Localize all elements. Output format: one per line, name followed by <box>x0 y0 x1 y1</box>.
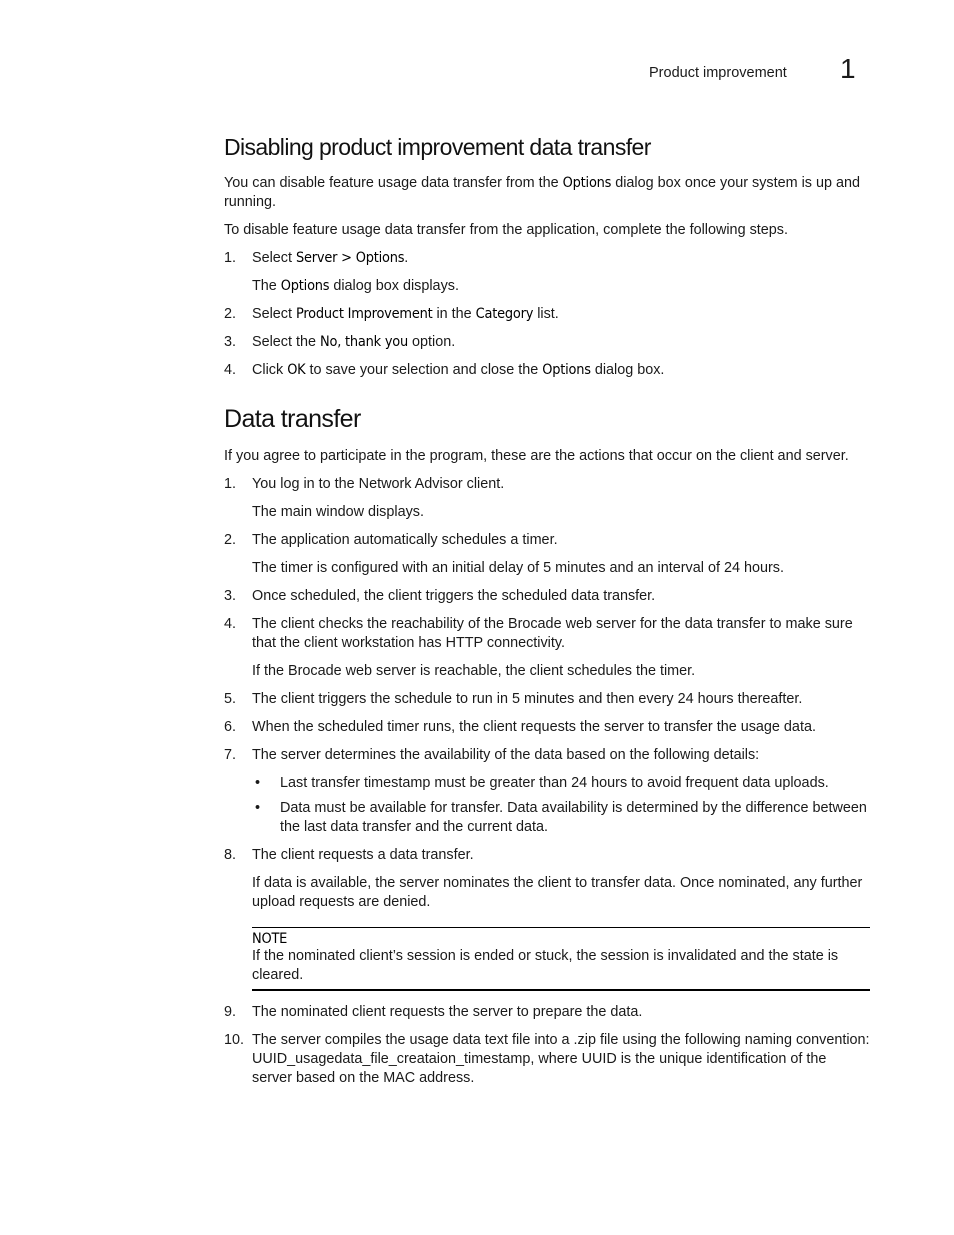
step-text: Click OK to save your selection and close the Options dialog box. <box>252 362 665 378</box>
step-number: 6. <box>224 719 237 735</box>
step-text: When the scheduled timer runs, the client requests the server to transfer the usage data. <box>252 719 816 735</box>
note-label: NOTE <box>252 931 288 947</box>
step-result: If the Brocade web server is reachable, the client schedules the timer. <box>252 663 696 679</box>
step-result: The timer is configured with an initial delay of 5 minutes and an interval of 24 hours. <box>252 560 784 576</box>
no-thank-you-ui-label: No, thank you <box>320 334 409 350</box>
section-heading-data-transfer: Data transfer <box>224 405 361 433</box>
step-number: 8. <box>224 847 237 863</box>
step-text: The client requests a data transfer. <box>252 847 474 863</box>
category-ui-label: Category <box>475 306 534 322</box>
step-text: The client checks the reachability of the Brocade web server for the data transfer to make sure that the client workstation has HTTP connectivity. <box>252 616 853 651</box>
running-header-title: Product improvement <box>649 65 787 81</box>
step-text: The client triggers the schedule to run in 5 minutes and then every 24 hours thereafter. <box>252 691 803 707</box>
step-number: 1. <box>224 476 237 492</box>
step-text: The server determines the availability of the data based on the following details: <box>252 747 760 763</box>
step-number: 2. <box>224 306 237 322</box>
step-text: Once scheduled, the client triggers the scheduled data transfer. <box>252 588 656 604</box>
bullet-item: Last transfer timestamp must be greater than 24 hours to avoid frequent data uploads. <box>280 775 829 791</box>
note-text: If the nominated client’s session is ended or stuck, the session is invalidated and the state is cleared. <box>252 948 839 983</box>
step-result: If data is available, the server nominates the client to transfer data. Once nominated, any further upload requests are denied. <box>252 875 863 910</box>
bullet-item: Data must be available for transfer. Data availability is determined by the difference between the last data transfer and the current data. <box>280 800 867 835</box>
paragraph-intro: You can disable feature usage data transfer from the Options dialog box once your system is up and running. <box>224 175 861 210</box>
step-number: 10. <box>224 1032 245 1048</box>
paragraph-intro: If you agree to participate in the program, these are the actions that occur on the client and server. <box>224 448 849 464</box>
ok-ui-label: OK <box>287 362 306 378</box>
paragraph-intro-2: To disable feature usage data transfer from the application, complete the following steps. <box>224 222 788 238</box>
step-result: The main window displays. <box>252 504 424 520</box>
step-text: The server compiles the usage data text file into a .zip file using the following naming convention: UUID_usagedata_file_creataion_timestamp, where UUID is the unique identification of the server based on the MAC address. <box>252 1032 870 1086</box>
options-ui-label: Options <box>280 278 330 294</box>
step-number: 4. <box>224 362 237 378</box>
step-text: Select Server > Options. <box>252 250 409 266</box>
step-number: 2. <box>224 532 237 548</box>
step-number: 9. <box>224 1004 237 1020</box>
step-result: The Options dialog box displays. <box>252 278 459 294</box>
product-improvement-ui-label: Product Improvement <box>296 306 433 322</box>
section-heading-disabling: Disabling product improvement data transfer <box>224 134 651 160</box>
chapter-number: 1 <box>840 53 856 84</box>
menu-path-label: Server > Options <box>296 250 405 266</box>
step-number: 1. <box>224 250 237 266</box>
step-text: The application automatically schedules a timer. <box>252 532 558 548</box>
note-bottom-rule <box>252 989 870 991</box>
step-text: Select the No, thank you option. <box>252 334 456 350</box>
step-text: You log in to the Network Advisor client. <box>252 476 505 492</box>
step-number: 3. <box>224 588 237 604</box>
step-number: 4. <box>224 616 237 632</box>
options-ui-label: Options <box>542 362 591 378</box>
options-ui-label: Options <box>562 175 612 191</box>
bullet-marker: • <box>255 775 261 791</box>
step-text: The nominated client requests the server to prepare the data. <box>252 1004 643 1020</box>
step-number: 5. <box>224 691 237 707</box>
bullet-marker: • <box>255 800 261 816</box>
step-number: 3. <box>224 334 237 350</box>
step-number: 7. <box>224 747 237 763</box>
note-top-rule <box>252 927 870 928</box>
step-text: Select Product Improvement in the Category list. <box>252 306 559 322</box>
